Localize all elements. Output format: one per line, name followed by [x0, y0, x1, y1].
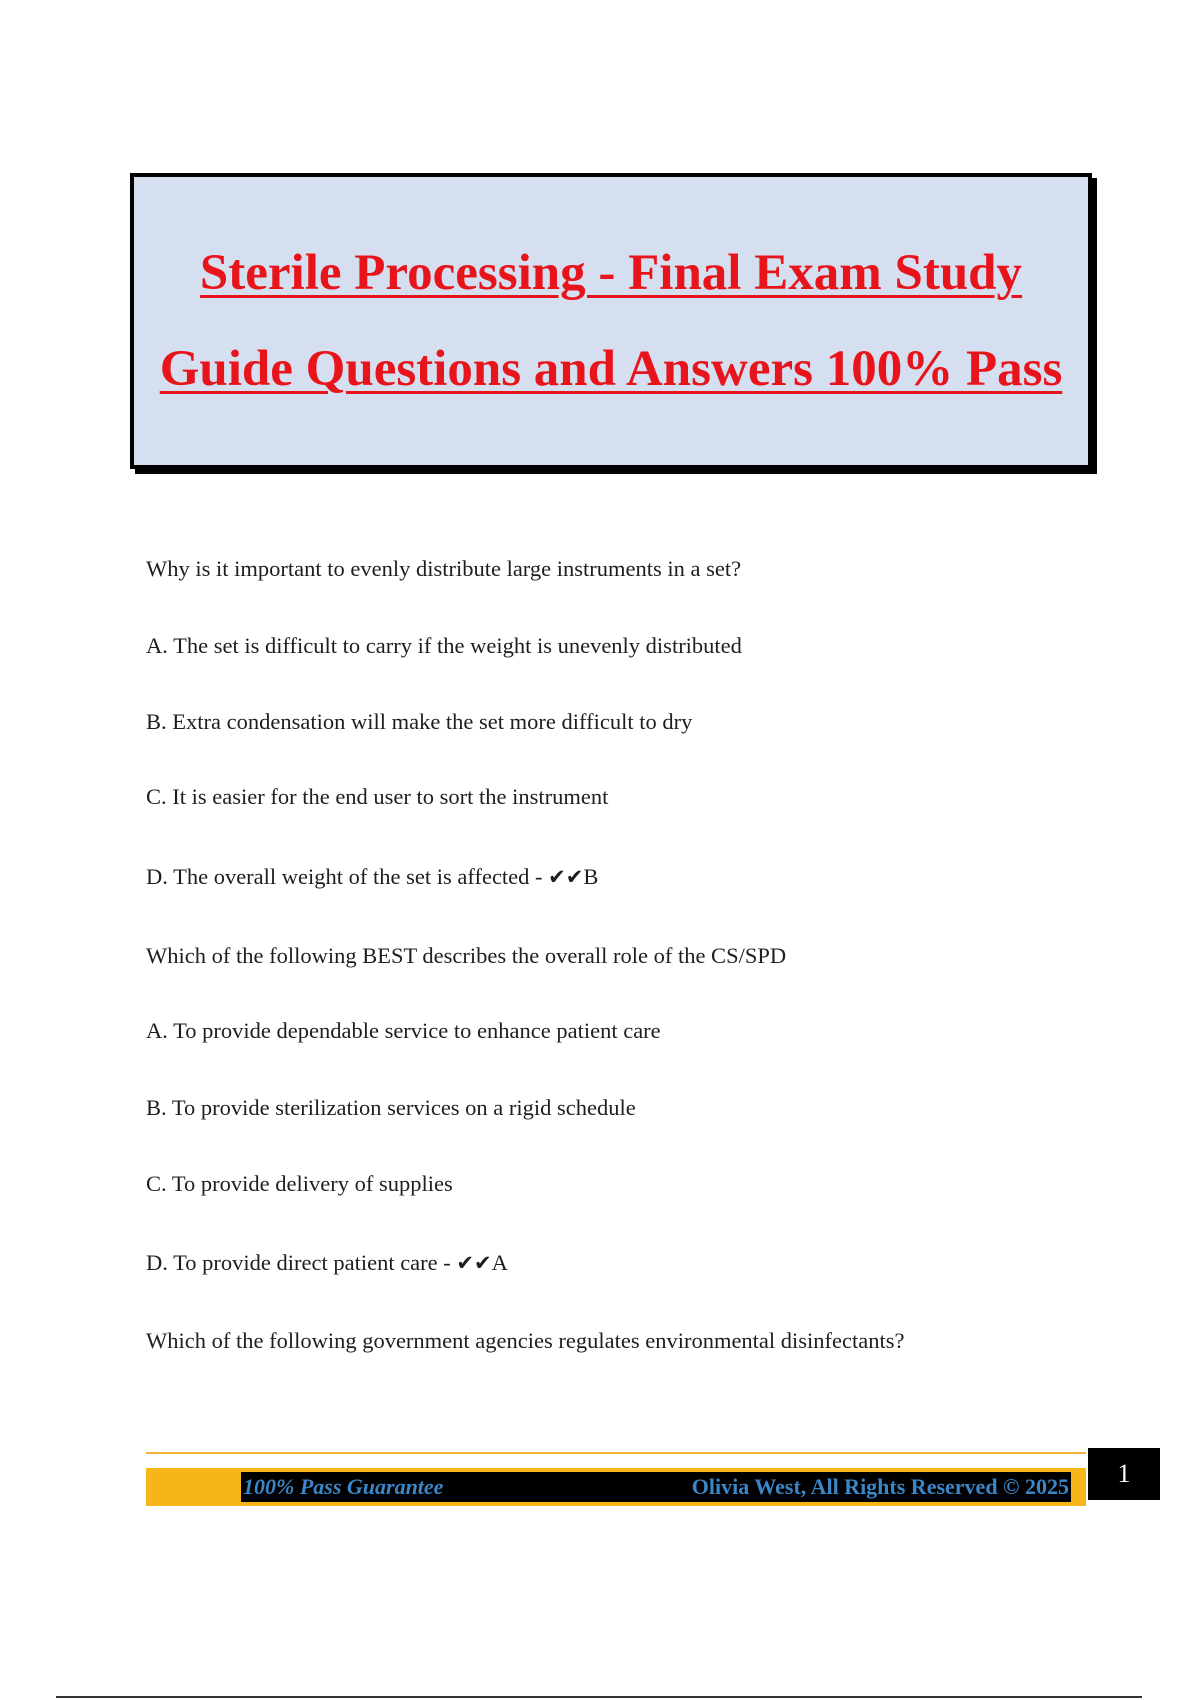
question-2-option-d: [146, 1250, 508, 1276]
footer-rule: [146, 1452, 1086, 1454]
checkmark-icon: ✔✔: [456, 1251, 492, 1275]
question-2-answer: A: [491, 1250, 508, 1275]
question-2-option-a: A. To provide dependable service to enhance patient care: [146, 1018, 661, 1043]
checkmark-icon: ✔✔: [548, 865, 584, 889]
question-2-option-d-text: D. To provide direct patient care -: [146, 1250, 457, 1275]
question-3: Which of the following government agencies regulates environmental disinfectants?: [146, 1328, 905, 1353]
question-1-option-a: A. The set is difficult to carry if the weight is unevenly distributed: [146, 633, 742, 658]
question-1-option-c: C. It is easier for the end user to sort the instrument: [146, 784, 609, 809]
question-2: Which of the following BEST describes the overall role of the CS/SPD: [146, 943, 787, 968]
footer-copyright: Olivia West, All Rights Reserved © 2025: [691, 1474, 1069, 1499]
question-1-option-d-text: D. The overall weight of the set is affected -: [146, 864, 549, 889]
question-1: Why is it important to evenly distribute large instruments in a set?: [146, 556, 742, 581]
page-number: 1: [1088, 1448, 1160, 1500]
question-1-option-b: B. Extra condensation will make the set more difficult to dry: [146, 709, 693, 734]
question-1-answer: B: [583, 864, 599, 889]
question-1-option-d: [146, 864, 598, 890]
footer: [241, 1472, 1071, 1502]
question-2-option-c: C. To provide delivery of supplies: [146, 1171, 453, 1196]
footer-guarantee: 100% Pass Guarantee: [243, 1474, 444, 1499]
question-2-option-b: B. To provide sterilization services on a rigid schedule: [146, 1095, 636, 1120]
title-box: [130, 173, 1092, 469]
bottom-divider: [56, 1696, 1142, 1698]
document-title: Sterile Processing - Final Exam Study Guide Questions and Answers 100% Pass: [159, 245, 1063, 397]
